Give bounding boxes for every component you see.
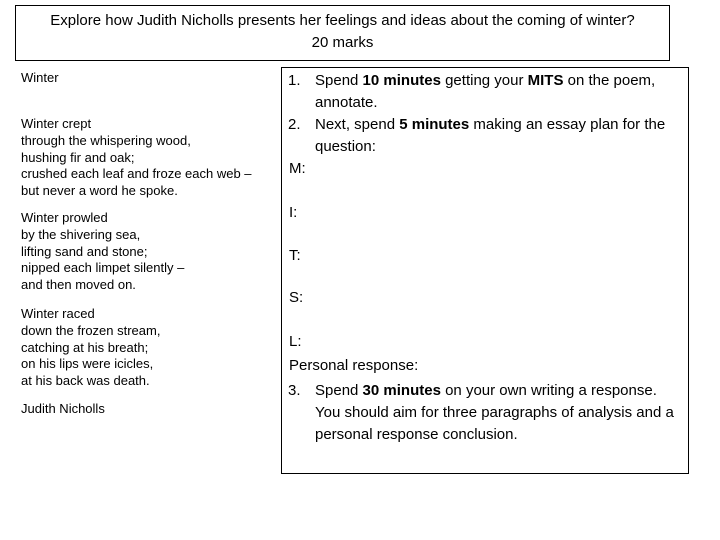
step-number: 2.	[288, 116, 301, 133]
mits-t-label: T:	[289, 247, 301, 264]
poem-line: Winter prowled	[21, 210, 108, 225]
poem-line: through the whispering wood,	[21, 132, 191, 148]
stanza-1	[21, 116, 252, 200]
poem-line: but never a word he spoke.	[21, 183, 178, 199]
text-run-bold: MITS	[527, 72, 564, 89]
poem-line: down the frozen stream,	[21, 322, 161, 338]
poem-line: Winter crept	[21, 116, 92, 131]
stanza-3	[21, 306, 160, 390]
text-run: Spend	[315, 382, 363, 399]
marks-text: 20 marks	[311, 34, 374, 51]
poem-line: by the shivering sea,	[21, 226, 141, 242]
poem-line: and then moved on.	[21, 277, 136, 293]
task-step-1	[288, 70, 684, 114]
mits-i-label: I:	[289, 204, 298, 221]
text-run-bold: 10 minutes	[362, 72, 441, 89]
text-run: Next, spend	[315, 116, 400, 133]
step-number: 3.	[288, 382, 301, 399]
poem-line: at his back was death.	[21, 373, 150, 389]
text-run: making an essay plan for the question:	[315, 116, 666, 155]
poem-line: lifting sand and stone;	[21, 243, 148, 259]
stanza-2	[21, 210, 184, 294]
text-run: on the poem, annotate.	[315, 72, 656, 111]
task-step-2	[288, 114, 684, 158]
poem-line: on his lips were icicles,	[21, 356, 154, 372]
step-number: 1.	[288, 72, 301, 89]
question-text: Explore how Judith Nicholls presents her feelings and ideas about the coming of winter?	[50, 12, 635, 29]
step-text	[315, 70, 684, 114]
poem-line: nipped each limpet silently –	[21, 260, 185, 276]
step-text	[315, 114, 684, 158]
text-run: Spend	[315, 72, 363, 89]
poem-author: Judith Nicholls	[21, 401, 105, 416]
step-text	[315, 380, 684, 446]
personal-response-label: Personal response:	[289, 357, 419, 374]
text-run: on your own writing a response. You should aim for three paragraphs of analysis and a personal response conclusion.	[315, 382, 674, 443]
task-instructions	[281, 67, 689, 474]
poem-line: catching at his breath;	[21, 339, 149, 355]
text-run-bold: 5 minutes	[399, 116, 470, 133]
poem-line: crushed each leaf and froze each web –	[21, 166, 252, 182]
question-header	[15, 5, 670, 61]
poem-line: Winter raced	[21, 306, 95, 321]
poem-line: hushing fir and oak;	[21, 149, 135, 165]
mits-s-label: S:	[289, 289, 304, 306]
task-step-3	[288, 380, 684, 446]
poem-title: Winter	[21, 70, 59, 85]
mits-l-label: L:	[289, 333, 302, 350]
mits-m-label: M:	[289, 160, 306, 177]
text-run-bold: 30 minutes	[362, 382, 441, 399]
text-run: getting your	[440, 72, 528, 89]
